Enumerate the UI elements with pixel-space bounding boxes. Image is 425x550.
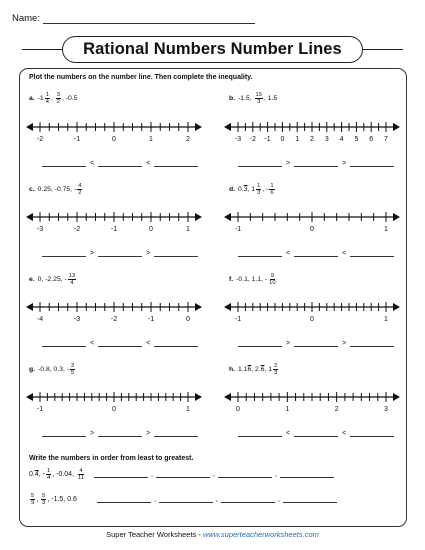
arrow-right-icon [393,393,400,401]
answer-blank[interactable] [294,340,338,347]
answer-blank[interactable] [154,250,198,257]
number-line-f[interactable] [224,298,400,328]
tick-label: 0 [112,406,116,413]
answer-blank[interactable] [350,430,394,437]
tick-label: 3 [384,406,388,413]
number-line-h[interactable] [224,388,400,418]
tick-label: 7 [384,136,388,143]
answer-blank[interactable] [294,250,338,257]
name-field[interactable] [43,14,255,24]
arrow-left-icon [224,393,231,401]
arrow-left-icon [224,303,231,311]
order-values-1: 0.4, - [29,471,45,478]
answer-blank[interactable] [98,340,142,347]
answer-blank[interactable] [350,250,394,257]
number-line-g[interactable] [26,388,202,418]
answer-blank[interactable] [154,340,198,347]
tick-label: 5 [354,136,359,143]
tick-label: 1 [186,226,190,233]
tick-label: 2 [186,136,190,143]
tick-label: 4 [339,136,344,143]
inequality-f: > > [238,340,394,347]
order-answer-1: , , , [94,471,334,478]
arrow-left-icon [224,213,231,221]
inequality-e: < < [42,340,198,347]
number-line-d[interactable] [224,208,400,238]
order-row-1: 0.4, - $\frac{1}{4}$ , -0.04, $\frac{4}{11}$ , , , [29,468,334,481]
tick-label: 0 [236,406,240,413]
answer-blank[interactable] [98,430,142,437]
inequality-a: < < [42,160,198,167]
answer-blank[interactable] [350,340,394,347]
tick-label: -1 [73,136,81,143]
arrow-left-icon [26,123,33,131]
answer-blank[interactable] [238,430,282,437]
inequality-h: < < [238,430,394,437]
order-answer-2: , , , [97,496,337,503]
footer: Super Teacher Worksheets - www.superteacherworksheets.com [106,530,319,539]
answer-blank[interactable] [156,471,210,478]
problem-h-label: h. 1.16, 2.6, 1 $\frac{2}{3}$ [229,363,278,376]
problem-a-label: a. -1 $\frac{1}{4}$ , $\frac{3}{2}$ , -0.5 [29,92,78,105]
answer-blank[interactable] [42,340,86,347]
problem-f-label: f. -0.1, 1.1, - $\frac{9}{10}$ [229,273,276,286]
answer-blank[interactable] [283,496,337,503]
tick-label: 1 [295,136,300,143]
tick-label: 2 [334,406,339,413]
name-label: Name: [12,13,40,24]
order-row-2: $\frac{5}{9}$ , $\frac{5}{3}$ , -1.5, 0.6 , , , [29,493,337,506]
answer-blank[interactable] [294,430,338,437]
number-line-e[interactable] [26,298,202,328]
arrow-right-icon [393,123,400,131]
arrow-right-icon [195,123,202,131]
answer-blank[interactable] [154,430,198,437]
answer-blank[interactable] [97,496,151,503]
number-line-b[interactable] [224,118,400,148]
footer-brand: Super Teacher Worksheets [106,530,197,539]
answer-blank[interactable] [238,250,282,257]
tick-label: -1 [110,226,118,233]
tick-label: 0 [186,316,190,323]
tick-label: -2 [73,226,81,233]
number-line-a[interactable] [26,118,202,148]
instructions-order: Write the numbers in order from least to greatest. [29,455,194,462]
problem-e-label: e. 0, -2.25, - $\frac{13}{4}$ [29,273,76,286]
arrow-left-icon [26,393,33,401]
answer-blank[interactable] [159,496,213,503]
tick-label: -1 [234,316,242,323]
answer-blank[interactable] [42,250,86,257]
page-title: Rational Numbers Number Lines [62,36,363,63]
inequality-b: > > [238,160,394,167]
arrow-left-icon [26,303,33,311]
answer-blank[interactable] [218,471,272,478]
tick-label: 1 [186,406,190,413]
tick-label: 6 [369,136,374,143]
number-line-c[interactable] [26,208,202,238]
tick-label: 1 [384,226,388,233]
answer-blank[interactable] [154,160,198,167]
tick-label: 0 [149,226,153,233]
answer-blank[interactable] [42,160,86,167]
answer-blank[interactable] [98,250,142,257]
inequality-g: > > [42,430,198,437]
tick-label: -1 [264,136,271,143]
arrow-right-icon [393,303,400,311]
problem-b-label: b. -1.5, $\frac{15}{3}$ , 1.5 [229,92,278,105]
problem-c-label: c. 0.25, -0.75, - $\frac{4}{2}$ [29,183,82,196]
tick-label: -1 [36,406,44,413]
tick-label: 1 [384,316,388,323]
answer-blank[interactable] [94,471,148,478]
tick-label: 1 [285,406,290,413]
tick-label: -2 [36,136,44,143]
answer-blank[interactable] [238,160,282,167]
tick-label: -1 [147,316,155,323]
title-banner [22,36,403,63]
tick-label: 3 [324,136,329,143]
footer-url[interactable]: www.superteacherworksheets.com [202,530,319,539]
arrow-left-icon [224,123,231,131]
arrow-right-icon [195,303,202,311]
answer-blank[interactable] [350,160,394,167]
arrow-left-icon [26,213,33,221]
tick-label: 2 [310,136,314,143]
name-row [12,13,255,24]
tick-label: 1 [149,136,153,143]
problem-d-label: d. 0.3, 1 $\frac{1}{3}$ , - $\frac{1}{6}$ [229,183,274,196]
tick-label: 0 [280,136,285,143]
answer-blank[interactable] [221,496,275,503]
tick-label: 0 [112,136,116,143]
inequality-d: < < [238,250,394,257]
tick-label: 0 [310,316,314,323]
tick-label: -3 [36,226,44,233]
arrow-right-icon [393,213,400,221]
answer-blank[interactable] [238,340,282,347]
answer-blank[interactable] [280,471,334,478]
arrow-right-icon [195,213,202,221]
inequality-c: > > [42,250,198,257]
answer-blank[interactable] [42,430,86,437]
tick-label: -2 [249,136,256,143]
tick-label: -3 [73,316,81,323]
tick-label: 0 [310,226,314,233]
instructions-plot: Plot the numbers on the number line. Then complete the inequality. [29,74,253,81]
problem-g-label: g. -0.8, 0.3, - $\frac{3}{5}$ [29,363,75,376]
answer-blank[interactable] [98,160,142,167]
tick-label: -3 [234,136,242,143]
tick-label: -1 [234,226,242,233]
tick-label: -2 [110,316,118,323]
tick-label: -4 [36,316,44,323]
answer-blank[interactable] [294,160,338,167]
arrow-right-icon [195,393,202,401]
